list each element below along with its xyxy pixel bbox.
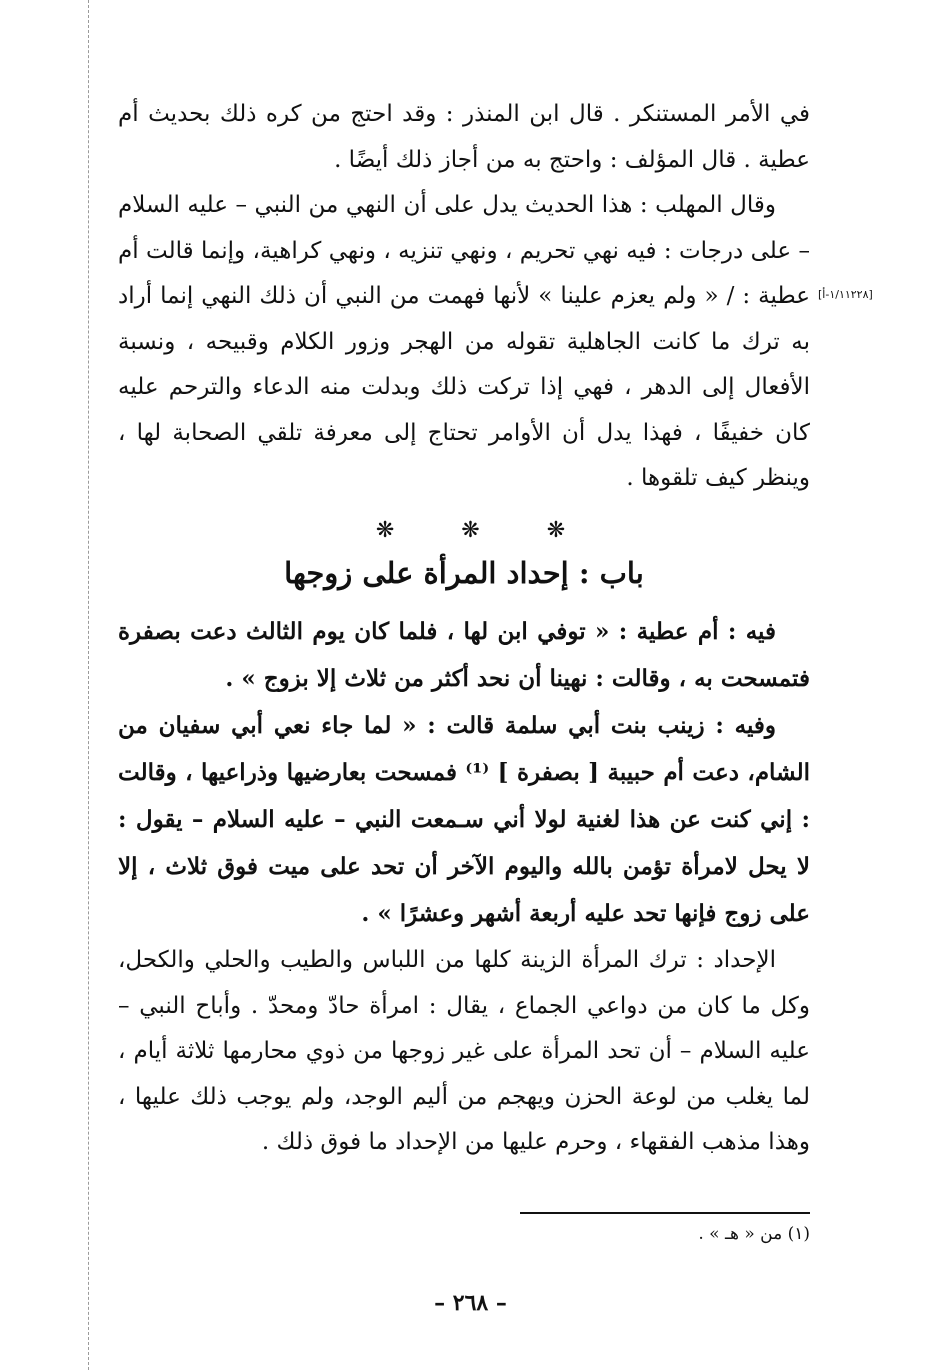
section-separator <box>0 518 941 543</box>
hadith-section <box>118 608 810 937</box>
footnote-divider <box>520 1212 810 1214</box>
chapter-title: باب : إحداد المرأة على زوجها <box>284 556 644 590</box>
separator-star-icon: ❋ <box>375 518 395 543</box>
footnote: (١) من « هـ » . <box>698 1224 810 1244</box>
intro-section <box>118 92 810 502</box>
page-number: – ٢٦٨ – <box>434 1290 507 1316</box>
commentary-paragraph-1: الإحداد : ترك المرأة الزينة كلها من اللباس والطيب والحلي والكحل، وكل ما كان من دواعي الجماع ، يقال : امرأة حادّ ومحدّ . وأباح النبي – عليه السلام – أن تحد المرأة على غير زوجها من ذوي محارمها ثلاثة أيام ، لما يغلب من لوعة الحزن ويهجم من أليم الوجد، ولم يوجب ذلك عليها ، وهذا مذهب الفقهاء ، وحرم عليها من الإحداد ما فوق ذلك . <box>118 947 810 1155</box>
separator-star-icon: ❋ <box>461 518 480 543</box>
intro-paragraph-2: وقال المهلب : هذا الحديث يدل على أن النهي من النبي – عليه السلام – على درجات : فيه نهي تحريم ، ونهي تنزيه ، ونهي كراهية، وإنما قالت أم عطية : / « ولم يعزم علينا » لأنها فهمت من النبي أن ذلك النهي إنما أراد به ترك ما كانت الجاهلية تقوله من الهجر وزور الكلام وقبيحه ، ونسبة الأفعال إلى الدهر ، فهي إذا تركت ذلك وبدلت منه الدعاء والترحم عليه كان خفيفًا ، فهذا يدل أن الأوامر تحتاج إلى معرفة تلقي الصحابة لها ، وينظر كيف تلقوها . <box>118 192 810 491</box>
margin-manuscript-reference: [١/١١٢٢٨-أ] <box>818 288 873 301</box>
intro-paragraph-1: في الأمر المستنكر . قال ابن المنذر : وقد احتج من كره ذلك بحديث أم عطية . قال المؤلف : واحتج به من أجاز ذلك أيضًا . <box>118 101 810 173</box>
separator-star-icon: ❋ <box>546 518 566 543</box>
page-crease-line <box>88 0 89 1370</box>
hadith-paragraph-1: فيه : أم عطية : « توفي ابن لها ، فلما كان يوم الثالث دعت بصفرة فتمسحت به ، وقالت : نهينا أن نحد أكثر من ثلاث إلا بزوج » . <box>118 618 810 692</box>
commentary-section <box>118 938 810 1166</box>
hadith-paragraph-2: وفيه : زينب بنت أبي سلمة قالت : « لما جاء نعي أبي سفيان من الشام، دعت أم حبيبة [ بصفرة ] ⁽¹⁾ فمسحت بعارضيها وذراعيها ، وقالت : إني كنت عن هذا لغنية لولا أني سـمعت النبي – عليه السلام – يقول : لا يحل لامرأة تؤمن بالله واليوم الآخر أن تحد على ميت فوق ثلاث ، إلا على زوج فإنها تحد عليه أربعة أشهر وعشرًا » . <box>118 712 810 927</box>
